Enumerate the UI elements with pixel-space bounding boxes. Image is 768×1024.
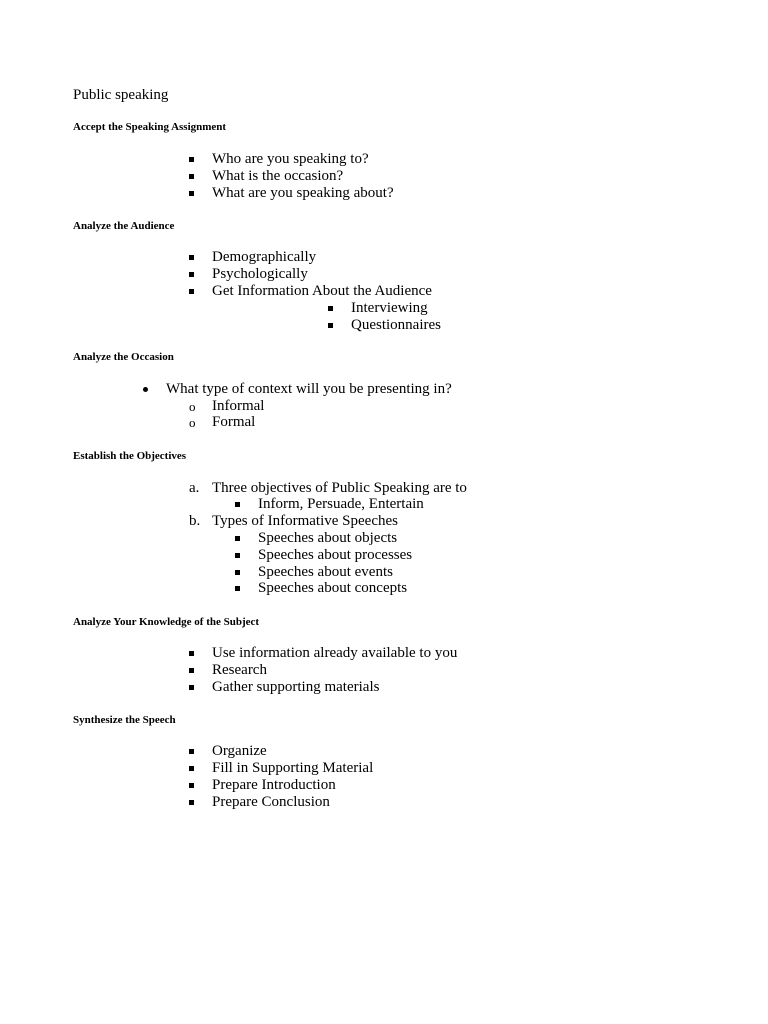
square-bullet-icon xyxy=(189,157,194,162)
square-bullet-icon xyxy=(189,668,194,673)
section-heading-establish-objectives: Establish the Objectives xyxy=(73,450,187,462)
square-bullet-icon xyxy=(189,766,194,771)
circle-bullet-icon: o xyxy=(189,399,196,414)
list-item-text: Gather supporting materials xyxy=(212,679,380,695)
list-subitem-text: Formal xyxy=(212,414,256,430)
square-bullet-icon xyxy=(189,174,194,179)
square-bullet-icon xyxy=(189,783,194,788)
section-heading-accept-assignment: Accept the Speaking Assignment xyxy=(73,121,227,133)
section-heading-synthesize-speech: Synthesize the Speech xyxy=(73,714,176,726)
square-bullet-icon xyxy=(235,553,240,558)
square-bullet-icon xyxy=(328,306,333,311)
square-bullet-icon xyxy=(189,800,194,805)
square-bullet-icon xyxy=(189,651,194,656)
list-subitem-text: Interviewing xyxy=(351,300,428,316)
list-subitem-text: Speeches about events xyxy=(258,564,393,580)
square-bullet-icon xyxy=(328,323,333,328)
section-heading-analyze-knowledge: Analyze Your Knowledge of the Subject xyxy=(73,616,260,628)
square-bullet-icon xyxy=(235,536,240,541)
round-bullet-icon xyxy=(143,387,148,392)
list-subitem-text: Informal xyxy=(212,398,265,414)
list-subitem-text: Speeches about concepts xyxy=(258,580,408,596)
list-subitem-text: Inform, Persuade, Entertain xyxy=(258,496,424,512)
list-item-text: Psychologically xyxy=(212,266,308,282)
list-marker: b. xyxy=(189,513,201,529)
list-item-text: Who are you speaking to? xyxy=(212,151,369,167)
list-item-text: Demographically xyxy=(212,249,317,265)
square-bullet-icon xyxy=(189,191,194,196)
list-item-text: Fill in Supporting Material xyxy=(212,760,374,776)
list-item-text: What is the occasion? xyxy=(212,168,344,184)
list-item-text: Prepare Conclusion xyxy=(212,794,330,810)
list-subitem-text: Questionnaires xyxy=(351,317,441,333)
list-item-text: Three objectives of Public Speaking are to xyxy=(212,480,467,496)
list-subitem-text: Speeches about processes xyxy=(258,547,413,563)
square-bullet-icon xyxy=(189,749,194,754)
square-bullet-icon xyxy=(235,586,240,591)
square-bullet-icon xyxy=(189,255,194,260)
square-bullet-icon xyxy=(189,272,194,277)
list-marker: a. xyxy=(189,480,200,496)
square-bullet-icon xyxy=(189,289,194,294)
square-bullet-icon xyxy=(189,685,194,690)
list-item-text: Prepare Introduction xyxy=(212,777,336,793)
square-bullet-icon xyxy=(235,570,240,575)
page-title: Public speaking xyxy=(73,87,169,103)
section-heading-analyze-audience: Analyze the Audience xyxy=(73,220,175,232)
list-item-text: Use information already available to you xyxy=(212,645,458,661)
list-item-text: What are you speaking about? xyxy=(212,185,394,201)
section-heading-analyze-occasion: Analyze the Occasion xyxy=(73,351,174,363)
circle-bullet-icon: o xyxy=(189,415,196,430)
list-item-text: What type of context will you be presenting in? xyxy=(166,381,452,397)
list-item-text: Types of Informative Speeches xyxy=(212,513,398,529)
list-item-text: Organize xyxy=(212,743,267,759)
list-item-text: Research xyxy=(212,662,267,678)
list-item-text: Get Information About the Audience xyxy=(212,283,432,299)
list-subitem-text: Speeches about objects xyxy=(258,530,398,546)
square-bullet-icon xyxy=(235,502,240,507)
